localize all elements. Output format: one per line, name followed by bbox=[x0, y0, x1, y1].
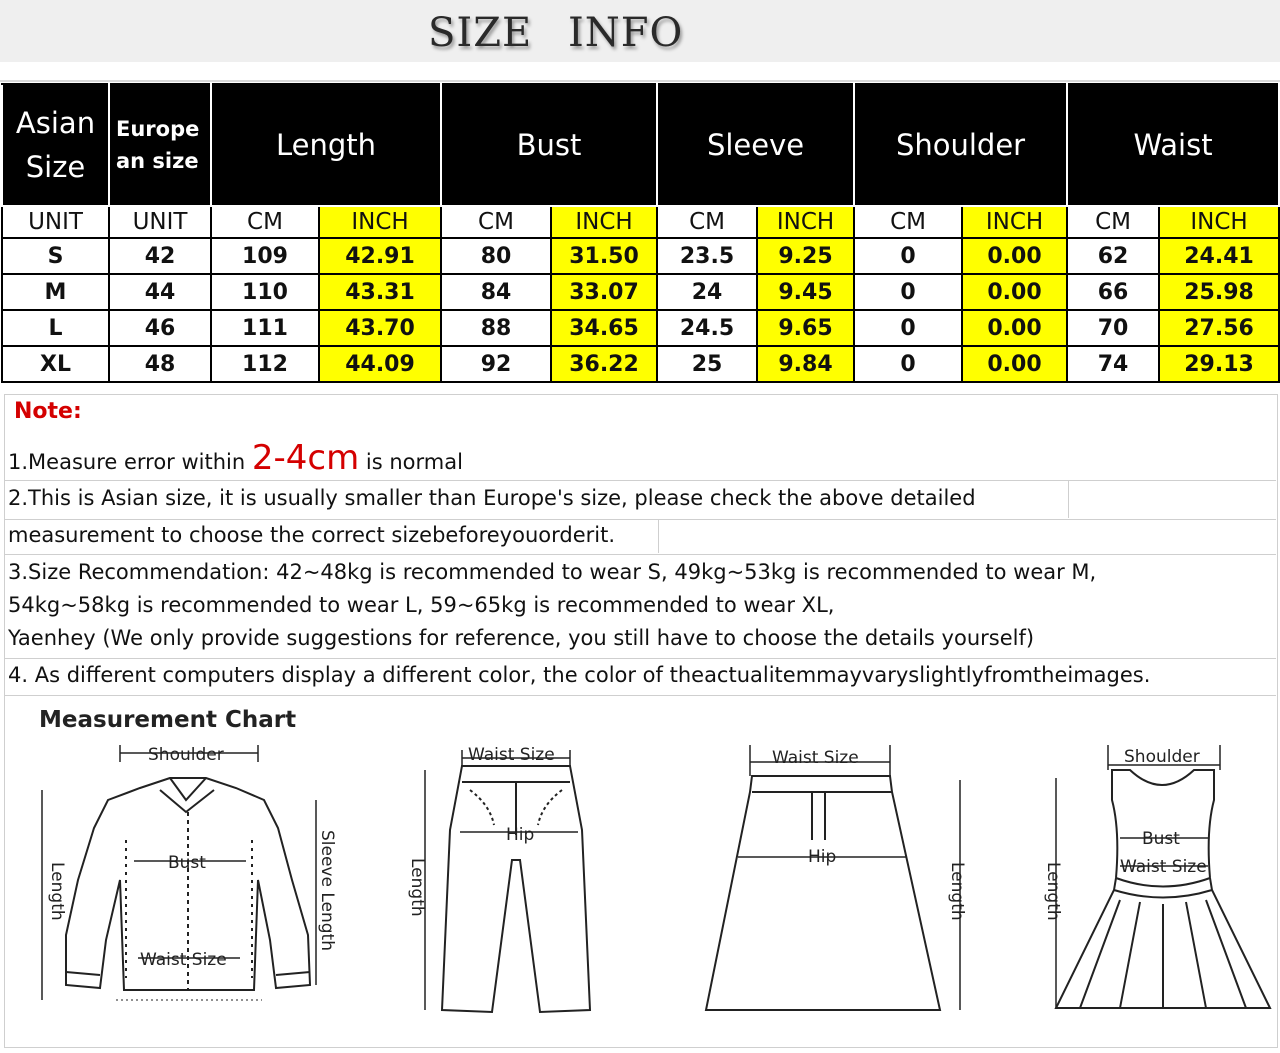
size-cell: 43.31 bbox=[319, 274, 441, 310]
size-cell: 112 bbox=[211, 346, 319, 382]
unit-cell: CM bbox=[657, 206, 757, 238]
size-cell: XL bbox=[2, 346, 109, 382]
size-cell: 9.45 bbox=[757, 274, 854, 310]
measurement-diagrams bbox=[0, 730, 1280, 1046]
unit-cell: UNIT bbox=[109, 206, 211, 238]
size-cell: 44 bbox=[109, 274, 211, 310]
unit-row bbox=[2, 206, 1279, 238]
size-cell: 23.5 bbox=[657, 238, 757, 274]
size-cell: 0 bbox=[854, 274, 962, 310]
size-cell: 0 bbox=[854, 310, 962, 346]
size-cell: 29.13 bbox=[1159, 346, 1279, 382]
unit-cell: INCH bbox=[1159, 206, 1279, 238]
measurement-chart-title: Measurement Chart bbox=[39, 707, 297, 733]
size-cell: 0.00 bbox=[962, 310, 1067, 346]
banner-title-size: SIZE bbox=[428, 10, 533, 56]
unit-cell: INCH bbox=[757, 206, 854, 238]
size-cell: 92 bbox=[441, 346, 551, 382]
size-cell: 80 bbox=[441, 238, 551, 274]
note-3a: 3.Size Recommendation: 42~48kg is recommended to wear S, 49kg~53kg is recommended to wear M, bbox=[8, 560, 1097, 584]
size-cell: 0 bbox=[854, 346, 962, 382]
note-2b: measurement to choose the correct sizebeforeyouorderit. bbox=[8, 523, 616, 547]
unit-cell: INCH bbox=[319, 206, 441, 238]
header-bust: Bust bbox=[441, 84, 657, 206]
size-cell: 34.65 bbox=[551, 310, 657, 346]
size-cell: 0.00 bbox=[962, 238, 1067, 274]
gridline bbox=[1068, 480, 1069, 518]
size-cell: 46 bbox=[109, 310, 211, 346]
gridline bbox=[4, 554, 1276, 555]
pants-hip-label: Hip bbox=[506, 825, 535, 845]
unit-cell: CM bbox=[1067, 206, 1159, 238]
size-cell: 0 bbox=[854, 238, 962, 274]
header-sleeve: Sleeve bbox=[657, 84, 854, 206]
size-cell: 9.84 bbox=[757, 346, 854, 382]
unit-cell: CM bbox=[854, 206, 962, 238]
size-cell: S bbox=[2, 238, 109, 274]
skirt-length-label: Length bbox=[947, 862, 967, 921]
size-cell: 70 bbox=[1067, 310, 1159, 346]
skirt-hip-label: Hip bbox=[808, 847, 837, 867]
size-cell: 42.91 bbox=[319, 238, 441, 274]
dress-bust-label: Bust bbox=[1142, 829, 1180, 849]
note-2a: 2.This is Asian size, it is usually smaller than Europe's size, please check the above detailed bbox=[8, 486, 976, 510]
title-banner bbox=[0, 0, 1280, 62]
size-cell: 9.65 bbox=[757, 310, 854, 346]
unit-cell: INCH bbox=[551, 206, 657, 238]
shirt-shoulder-label: Shoulder bbox=[148, 745, 224, 765]
size-cell: 84 bbox=[441, 274, 551, 310]
table-header-row bbox=[2, 84, 1279, 206]
header-shoulder: Shoulder bbox=[854, 84, 1067, 206]
gridline bbox=[4, 658, 1276, 659]
header-europe-size: Europe an size bbox=[109, 84, 211, 206]
dress-shoulder-label: Shoulder bbox=[1124, 747, 1200, 767]
dress-length-label: Length bbox=[1043, 862, 1063, 921]
size-cell: 88 bbox=[441, 310, 551, 346]
unit-cell: INCH bbox=[962, 206, 1067, 238]
pants-length-label: Length bbox=[407, 858, 427, 917]
size-cell: 42 bbox=[109, 238, 211, 274]
size-cell: 0.00 bbox=[962, 346, 1067, 382]
skirt-diagram bbox=[706, 745, 960, 1010]
dress-waist-label: Waist Size bbox=[1120, 857, 1207, 877]
header-length: Length bbox=[211, 84, 441, 206]
size-cell: 25.98 bbox=[1159, 274, 1279, 310]
unit-cell: CM bbox=[441, 206, 551, 238]
header-asian-size: Asian Size bbox=[2, 84, 109, 206]
shirt-length-label: Length bbox=[47, 862, 67, 921]
unit-cell: CM bbox=[211, 206, 319, 238]
pants-waist-label: Waist Size bbox=[468, 745, 555, 765]
gridline bbox=[4, 519, 1276, 520]
note-3c: Yaenhey (We only provide suggestions for reference, you still have to choose the details yourself) bbox=[8, 626, 1035, 650]
skirt-waist-label: Waist Size bbox=[772, 748, 859, 768]
unit-cell: UNIT bbox=[2, 206, 109, 238]
note-3b: 54kg~58kg is recommended to wear L, 59~65kg is recommended to wear XL, bbox=[8, 593, 835, 617]
size-cell: 66 bbox=[1067, 274, 1159, 310]
header-waist: Waist bbox=[1067, 84, 1279, 206]
note-1-highlight: 2-4cm bbox=[251, 438, 360, 478]
size-cell: 36.22 bbox=[551, 346, 657, 382]
shirt-bust-label: Bust bbox=[168, 853, 206, 873]
table-row bbox=[2, 310, 1279, 346]
table-row bbox=[2, 346, 1279, 382]
shirt-waist-label: Waist Size bbox=[140, 950, 227, 970]
size-cell: 109 bbox=[211, 238, 319, 274]
shirt-sleeve-label: Sleeve Length bbox=[317, 830, 337, 951]
size-cell: 110 bbox=[211, 274, 319, 310]
gridline bbox=[4, 695, 1276, 696]
size-table bbox=[1, 83, 1280, 383]
size-cell: M bbox=[2, 274, 109, 310]
pants-diagram bbox=[425, 750, 590, 1012]
divider bbox=[0, 80, 1280, 82]
note-4: 4. As different computers display a different color, the color of theactualitemmayvaryslightlyfromtheimages. bbox=[8, 663, 1151, 687]
size-cell: 44.09 bbox=[319, 346, 441, 382]
table-row bbox=[2, 238, 1279, 274]
table-row bbox=[2, 274, 1279, 310]
size-cell: 24.41 bbox=[1159, 238, 1279, 274]
size-cell: 24.5 bbox=[657, 310, 757, 346]
size-cell: 0.00 bbox=[962, 274, 1067, 310]
size-cell: 24 bbox=[657, 274, 757, 310]
size-cell: L bbox=[2, 310, 109, 346]
size-cell: 74 bbox=[1067, 346, 1159, 382]
note-1: 1.Measure error within 2-4cm is normal bbox=[8, 438, 463, 478]
note-title: Note: bbox=[14, 399, 82, 424]
gridline bbox=[658, 519, 659, 553]
banner-title-info: INFO bbox=[568, 10, 684, 56]
size-cell: 43.70 bbox=[319, 310, 441, 346]
size-cell: 111 bbox=[211, 310, 319, 346]
size-cell: 31.50 bbox=[551, 238, 657, 274]
size-cell: 9.25 bbox=[757, 238, 854, 274]
size-cell: 25 bbox=[657, 346, 757, 382]
size-cell: 27.56 bbox=[1159, 310, 1279, 346]
size-cell: 48 bbox=[109, 346, 211, 382]
size-cell: 62 bbox=[1067, 238, 1159, 274]
gridline bbox=[4, 480, 1276, 481]
size-cell: 33.07 bbox=[551, 274, 657, 310]
